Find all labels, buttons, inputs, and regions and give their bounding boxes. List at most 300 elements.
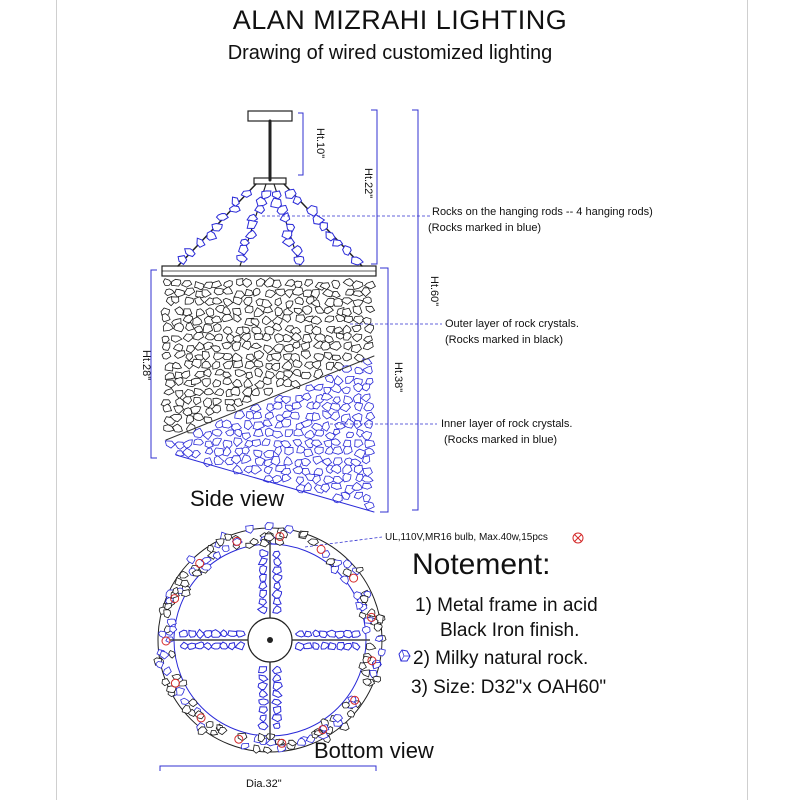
rock bbox=[246, 230, 257, 238]
rock bbox=[184, 288, 195, 296]
rock bbox=[293, 196, 301, 204]
rock bbox=[223, 327, 232, 335]
rock bbox=[332, 355, 341, 360]
rock bbox=[213, 438, 222, 445]
rock bbox=[175, 378, 183, 386]
rock bbox=[366, 412, 375, 420]
rock bbox=[313, 456, 323, 464]
rock bbox=[260, 590, 267, 598]
rock bbox=[313, 630, 320, 637]
rock bbox=[263, 420, 272, 427]
rock bbox=[183, 315, 192, 323]
rock bbox=[295, 297, 304, 305]
callout-rods-line1: Rocks on the hanging rods -- 4 hanging rods) bbox=[432, 206, 653, 218]
rock bbox=[223, 287, 233, 294]
rock bbox=[195, 297, 204, 305]
rock bbox=[204, 369, 212, 377]
rock bbox=[378, 649, 385, 656]
rock bbox=[353, 300, 363, 307]
rock bbox=[322, 422, 329, 432]
rock bbox=[359, 663, 367, 670]
dim-ht38 bbox=[380, 268, 388, 512]
rock bbox=[283, 334, 293, 342]
rock bbox=[207, 231, 217, 240]
rock bbox=[354, 383, 364, 392]
rock bbox=[312, 413, 320, 421]
rock bbox=[354, 465, 362, 474]
rock bbox=[259, 707, 267, 714]
rock bbox=[194, 439, 204, 445]
rock bbox=[363, 297, 371, 304]
rock bbox=[243, 388, 252, 397]
rock bbox=[183, 334, 193, 342]
rock bbox=[164, 610, 171, 618]
rock bbox=[312, 423, 323, 430]
rock bbox=[264, 451, 274, 459]
rock bbox=[259, 582, 267, 590]
rock bbox=[325, 298, 335, 306]
dim-label-ht28: Ht.28" bbox=[140, 350, 152, 381]
rock bbox=[260, 575, 267, 582]
rock bbox=[203, 324, 213, 333]
dim-diameter bbox=[160, 766, 376, 771]
rock bbox=[303, 290, 312, 297]
rock bbox=[184, 309, 192, 316]
rock bbox=[344, 643, 352, 650]
side-view-drawing bbox=[161, 111, 376, 512]
rock bbox=[344, 332, 352, 340]
rock bbox=[281, 441, 291, 449]
rock bbox=[352, 631, 361, 638]
rock bbox=[361, 670, 369, 677]
rock bbox=[223, 353, 233, 359]
rock bbox=[252, 466, 262, 475]
rock bbox=[365, 448, 374, 455]
rock bbox=[342, 702, 349, 708]
rock bbox=[333, 477, 343, 484]
rock bbox=[245, 306, 253, 313]
rock bbox=[234, 438, 243, 447]
rock bbox=[241, 333, 250, 342]
rock bbox=[294, 429, 303, 436]
rock bbox=[362, 456, 369, 464]
rock bbox=[162, 336, 169, 342]
rock bbox=[342, 387, 350, 394]
rock bbox=[275, 307, 283, 316]
note-item-3: 3) Size: D32"x OAH60" bbox=[411, 677, 607, 698]
rock bbox=[165, 603, 172, 609]
rock bbox=[294, 308, 302, 314]
rock bbox=[162, 679, 170, 686]
rock bbox=[211, 731, 218, 736]
rock bbox=[179, 630, 187, 637]
rock bbox=[272, 699, 282, 705]
rock bbox=[356, 567, 363, 572]
rock bbox=[260, 715, 266, 722]
rock bbox=[331, 439, 340, 446]
rock bbox=[293, 467, 303, 474]
rock bbox=[328, 643, 336, 650]
rock bbox=[273, 551, 280, 558]
rock bbox=[194, 332, 204, 340]
rock bbox=[242, 447, 249, 454]
rock bbox=[233, 379, 243, 387]
rock bbox=[241, 191, 251, 198]
rock bbox=[347, 710, 354, 717]
rock bbox=[258, 722, 268, 729]
rock bbox=[361, 394, 370, 402]
rock bbox=[352, 482, 362, 490]
rock bbox=[340, 576, 348, 584]
rock bbox=[174, 344, 183, 352]
rock bbox=[186, 354, 193, 361]
rock bbox=[365, 502, 375, 510]
rock bbox=[164, 425, 174, 432]
notes-heading: Notement: bbox=[412, 548, 551, 581]
rock bbox=[362, 476, 373, 483]
rock bbox=[182, 281, 192, 288]
side-view-label: Side view bbox=[190, 486, 285, 511]
rock bbox=[275, 289, 285, 296]
rock bbox=[193, 317, 202, 325]
rock bbox=[285, 430, 293, 437]
rock bbox=[364, 336, 373, 343]
rock bbox=[296, 315, 306, 323]
rock bbox=[245, 289, 253, 295]
rock bbox=[262, 316, 271, 325]
rock bbox=[312, 361, 321, 369]
rock bbox=[335, 422, 345, 429]
rock bbox=[326, 559, 334, 565]
rock bbox=[211, 316, 221, 323]
rock bbox=[314, 469, 323, 476]
rock bbox=[333, 458, 342, 465]
rock bbox=[163, 279, 171, 286]
rock bbox=[363, 468, 372, 477]
rock bbox=[162, 352, 171, 359]
rock bbox=[211, 643, 221, 649]
rock bbox=[314, 384, 323, 390]
rock bbox=[352, 325, 361, 331]
rock bbox=[286, 301, 293, 308]
rock bbox=[290, 412, 299, 419]
rock bbox=[222, 342, 231, 349]
rock bbox=[234, 360, 243, 368]
rock bbox=[206, 721, 213, 727]
rock bbox=[303, 306, 312, 315]
rock bbox=[305, 280, 313, 287]
rock bbox=[195, 282, 205, 290]
rock bbox=[223, 298, 233, 306]
rock bbox=[365, 440, 375, 447]
rock bbox=[295, 460, 302, 468]
callout-inner-line1: Inner layer of rock crystals. bbox=[441, 418, 573, 430]
rock bbox=[251, 388, 259, 396]
rock bbox=[272, 715, 281, 722]
rock bbox=[194, 414, 204, 421]
rock bbox=[346, 376, 355, 383]
rock bbox=[181, 698, 190, 704]
rock bbox=[172, 674, 181, 679]
rock bbox=[255, 457, 265, 465]
rock bbox=[187, 415, 194, 423]
bulb-marker bbox=[350, 574, 358, 582]
rock bbox=[172, 362, 181, 369]
rock bbox=[183, 440, 193, 448]
rock bbox=[353, 306, 362, 315]
rock bbox=[281, 396, 290, 403]
rock bbox=[211, 346, 221, 352]
rock bbox=[326, 362, 334, 370]
rock bbox=[325, 375, 334, 383]
rock bbox=[232, 197, 239, 206]
rock bbox=[266, 290, 276, 298]
rock bbox=[342, 298, 353, 305]
rock bbox=[213, 398, 221, 405]
bulb-marker bbox=[317, 545, 325, 553]
rock bbox=[203, 398, 212, 408]
rock bbox=[242, 455, 251, 464]
rock bbox=[344, 316, 353, 323]
rock bbox=[333, 240, 343, 247]
rock bbox=[241, 743, 249, 749]
rock bbox=[194, 397, 202, 405]
rock bbox=[195, 326, 203, 333]
rock bbox=[354, 492, 362, 499]
rock bbox=[195, 642, 204, 649]
rock bbox=[195, 371, 205, 378]
rock bbox=[320, 631, 328, 638]
rock bbox=[242, 396, 251, 402]
rock bbox=[173, 587, 179, 594]
callout-inner-line2: (Rocks marked in blue) bbox=[444, 434, 558, 446]
rock bbox=[343, 560, 352, 568]
rock bbox=[352, 413, 362, 421]
rock bbox=[330, 412, 340, 421]
rock bbox=[221, 630, 228, 637]
rock bbox=[274, 557, 281, 566]
rock bbox=[362, 626, 370, 633]
rock bbox=[197, 629, 205, 638]
rock bbox=[355, 403, 363, 412]
rock bbox=[255, 206, 265, 214]
rock bbox=[232, 342, 241, 351]
rock bbox=[304, 449, 313, 457]
rock bbox=[172, 279, 181, 286]
rock bbox=[246, 372, 253, 379]
rock bbox=[212, 281, 222, 288]
rock-legend-icon bbox=[399, 650, 410, 661]
rock bbox=[257, 278, 265, 286]
dim-label-ht22: Ht.22" bbox=[362, 168, 374, 199]
rock bbox=[251, 343, 261, 349]
rock bbox=[281, 419, 290, 427]
rock bbox=[284, 457, 293, 466]
rock bbox=[260, 690, 268, 698]
callout-outer-line2: (Rocks marked in black) bbox=[445, 334, 563, 346]
rock bbox=[254, 308, 264, 317]
rock bbox=[301, 342, 310, 350]
rock bbox=[259, 699, 269, 705]
rock bbox=[185, 297, 194, 304]
rock bbox=[306, 385, 315, 392]
rock bbox=[351, 344, 361, 352]
rock bbox=[162, 314, 170, 322]
callout-rods bbox=[428, 204, 653, 236]
rock bbox=[314, 354, 324, 361]
rock bbox=[254, 429, 264, 436]
rock bbox=[265, 523, 273, 530]
rock bbox=[163, 667, 171, 676]
rock bbox=[156, 662, 164, 669]
rock bbox=[365, 324, 374, 333]
rock bbox=[165, 373, 174, 380]
rock bbox=[285, 448, 293, 456]
rock bbox=[273, 606, 281, 614]
rock bbox=[284, 344, 294, 352]
rock bbox=[275, 334, 284, 343]
rock bbox=[360, 596, 368, 603]
callout-inner bbox=[441, 416, 572, 448]
rock bbox=[315, 306, 324, 313]
rock bbox=[226, 430, 234, 436]
page-subtitle: Drawing of wired customized lighting bbox=[227, 42, 553, 64]
rock bbox=[222, 420, 232, 428]
rock bbox=[330, 342, 342, 351]
rock bbox=[273, 567, 282, 574]
rock bbox=[207, 545, 213, 552]
rock bbox=[296, 477, 303, 485]
rock bbox=[179, 680, 187, 686]
rock bbox=[244, 298, 252, 306]
rock bbox=[237, 255, 247, 262]
rock bbox=[355, 367, 364, 374]
rock bbox=[301, 372, 311, 379]
rock bbox=[344, 396, 353, 405]
rock bbox=[321, 642, 329, 649]
rock bbox=[192, 451, 201, 459]
rock bbox=[252, 327, 261, 335]
bottom-view-drawing bbox=[154, 523, 386, 754]
rock bbox=[259, 675, 268, 682]
rock bbox=[273, 691, 282, 698]
rock bbox=[293, 287, 304, 295]
dim-label-ht60: Ht.60" bbox=[428, 276, 440, 307]
rock bbox=[260, 550, 268, 557]
rock bbox=[273, 723, 280, 728]
rock bbox=[163, 323, 173, 332]
rock bbox=[284, 371, 293, 378]
rock bbox=[164, 389, 174, 395]
rock bbox=[325, 446, 334, 454]
rock bbox=[223, 372, 231, 378]
rock bbox=[246, 525, 253, 533]
rock bbox=[213, 380, 221, 388]
rock bbox=[272, 590, 281, 598]
bulb-marker bbox=[196, 559, 204, 567]
rock bbox=[352, 281, 363, 290]
rock bbox=[273, 674, 281, 681]
rock bbox=[332, 291, 341, 297]
rock bbox=[262, 191, 271, 199]
rock bbox=[262, 334, 271, 341]
rock bbox=[247, 220, 257, 228]
rock bbox=[206, 308, 214, 317]
rock bbox=[355, 440, 363, 447]
rock bbox=[351, 257, 363, 265]
rock bbox=[273, 682, 282, 690]
rock bbox=[259, 667, 267, 673]
rock bbox=[263, 377, 271, 385]
rock bbox=[273, 574, 282, 582]
rock bbox=[362, 483, 371, 489]
rock bbox=[374, 624, 382, 632]
rock bbox=[254, 351, 264, 360]
rock bbox=[165, 289, 175, 296]
rock bbox=[202, 290, 211, 297]
rock bbox=[254, 360, 263, 367]
rock bbox=[194, 388, 204, 395]
rock bbox=[182, 706, 191, 714]
callout-rods-line2: (Rocks marked in blue) bbox=[428, 222, 542, 234]
rock bbox=[246, 354, 254, 361]
rock bbox=[191, 406, 201, 413]
rock bbox=[214, 334, 222, 341]
rock bbox=[332, 447, 342, 455]
rock bbox=[243, 327, 251, 334]
rock bbox=[228, 643, 235, 650]
rock bbox=[282, 474, 291, 482]
rock bbox=[323, 458, 332, 466]
rock bbox=[189, 699, 198, 707]
note-item-1-continued: Black Iron finish. bbox=[440, 620, 580, 641]
rock bbox=[264, 345, 273, 354]
rock bbox=[260, 566, 267, 575]
rock bbox=[353, 394, 361, 403]
rock bbox=[228, 631, 237, 637]
rock bbox=[214, 456, 224, 465]
rock bbox=[343, 465, 352, 474]
rock bbox=[202, 361, 211, 368]
rock bbox=[356, 474, 363, 482]
dim-label-diameter: Dia.32" bbox=[246, 778, 282, 790]
rock bbox=[254, 333, 263, 339]
rock bbox=[354, 421, 361, 429]
rock bbox=[293, 370, 301, 377]
rock bbox=[342, 353, 351, 361]
rock bbox=[362, 384, 370, 391]
rock bbox=[181, 371, 190, 379]
rock bbox=[265, 412, 273, 419]
rock bbox=[196, 309, 204, 317]
rock bbox=[366, 306, 375, 312]
dim-ht10 bbox=[298, 113, 303, 175]
rock bbox=[285, 290, 294, 298]
dim-ht60 bbox=[412, 110, 418, 510]
rock bbox=[239, 245, 249, 255]
note-item-1: 1) Metal frame in acid bbox=[415, 595, 598, 616]
rock bbox=[264, 388, 273, 395]
rock bbox=[273, 402, 282, 409]
rock bbox=[304, 631, 311, 637]
rock bbox=[211, 630, 221, 638]
rock bbox=[344, 630, 353, 637]
rock bbox=[272, 476, 281, 483]
rock bbox=[334, 298, 343, 306]
rock bbox=[282, 361, 292, 370]
rock bbox=[332, 280, 340, 289]
rock bbox=[340, 403, 351, 411]
